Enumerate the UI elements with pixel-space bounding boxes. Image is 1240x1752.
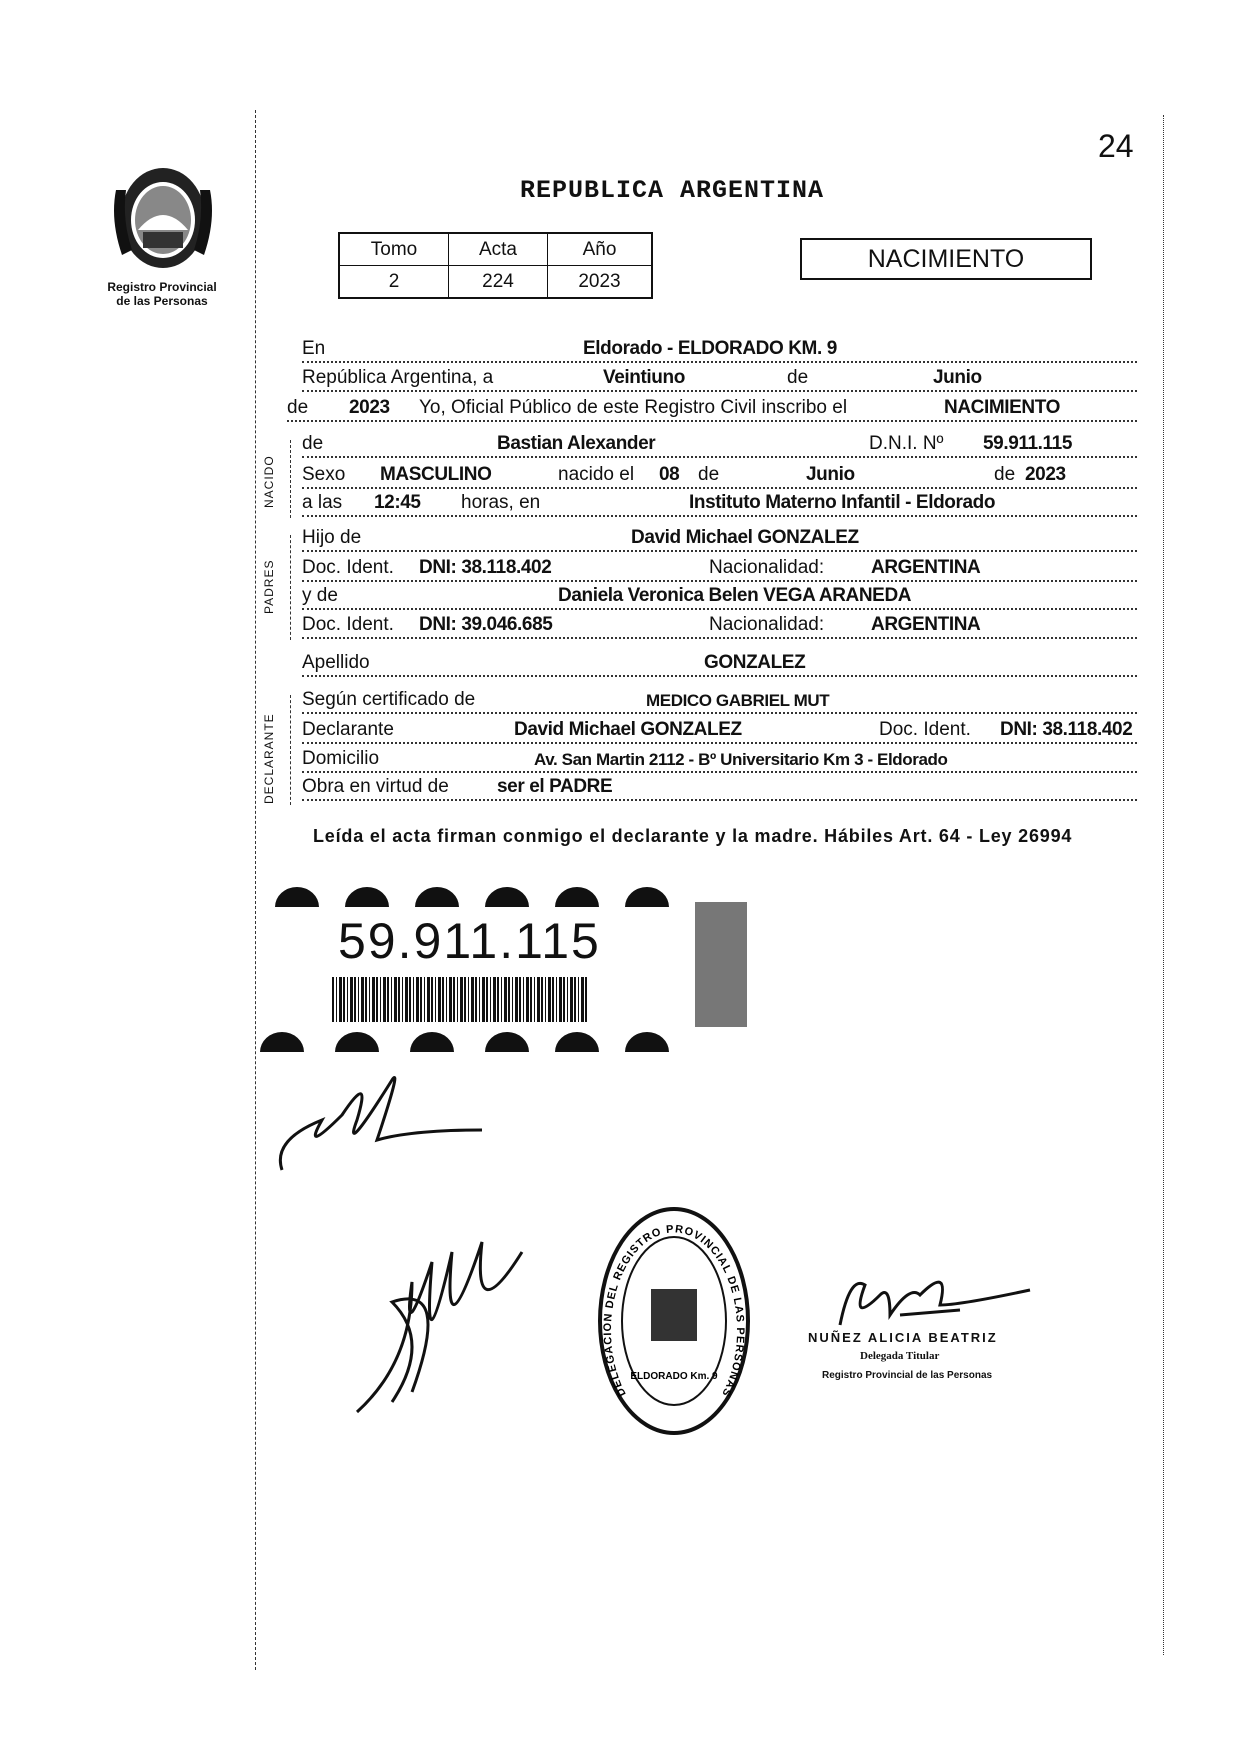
official-signature bbox=[830, 1265, 1050, 1335]
value-acta: 224 bbox=[449, 266, 548, 299]
seal-outer-text: DELEGACION DEL REGISTRO PROVINCIAL DE LAS PERSONAS bbox=[601, 1223, 747, 1399]
section-divider-parents bbox=[290, 535, 291, 640]
label-hours: horas, en bbox=[461, 492, 541, 513]
form-row-child bbox=[302, 432, 1137, 458]
label-en: En bbox=[302, 338, 326, 359]
sticker-number: 59.911.115 bbox=[338, 913, 601, 969]
record-type-box: NACIMIENTO bbox=[800, 238, 1092, 280]
label-declarant: Declarante bbox=[302, 719, 394, 740]
year-value: 2023 bbox=[349, 397, 390, 418]
capacity-value: ser el PADRE bbox=[497, 776, 613, 797]
record-reference-table bbox=[338, 232, 653, 299]
child-name: Bastian Alexander bbox=[497, 433, 656, 454]
month-value: Junio bbox=[933, 367, 982, 388]
form-row-certificate bbox=[302, 688, 1137, 714]
section-divider-declarant bbox=[290, 695, 291, 805]
label-doc: Doc. Ident. bbox=[879, 719, 971, 740]
form-row-birth bbox=[302, 463, 1137, 489]
mother-signature bbox=[352, 1222, 532, 1422]
form-row-address bbox=[302, 747, 1137, 773]
form-row-statement bbox=[287, 396, 1137, 422]
form-row-surname bbox=[302, 651, 1137, 677]
section-divider-born bbox=[290, 440, 291, 518]
header-acta: Acta bbox=[449, 233, 548, 266]
address-value: Av. San Martin 2112 - Bº Universitario Km 3 - Eldorado bbox=[534, 750, 948, 769]
provincial-coat-of-arms-logo bbox=[108, 160, 218, 278]
declarant-doc: DNI: 38.118.402 bbox=[1000, 719, 1133, 740]
label-father: Hijo de bbox=[302, 527, 362, 548]
father-nationality: ARGENTINA bbox=[871, 557, 981, 578]
logo-caption bbox=[92, 280, 232, 308]
mother-name: Daniela Veronica Belen VEGA ARANEDA bbox=[558, 585, 912, 606]
child-dni: 59.911.115 bbox=[983, 433, 1072, 454]
form-row-mother bbox=[302, 584, 1137, 610]
label-de: de bbox=[994, 464, 1016, 485]
label-certificate: Según certificado de bbox=[302, 689, 476, 710]
value-ano: 2023 bbox=[548, 266, 653, 299]
label-doc: Doc. Ident. bbox=[302, 557, 394, 578]
seal-inner-text: ELDORADO Km. 9 bbox=[630, 1371, 718, 1382]
act-value: NACIMIENTO bbox=[944, 397, 1060, 418]
label-sex: Sexo bbox=[302, 464, 346, 485]
label-dni: D.N.I. Nº bbox=[869, 433, 944, 454]
father-doc: DNI: 38.118.402 bbox=[419, 557, 552, 578]
birth-year: 2023 bbox=[1025, 464, 1066, 485]
label-capacity: Obra en virtud de bbox=[302, 776, 449, 797]
right-margin-line bbox=[1163, 115, 1164, 1655]
form-row-capacity bbox=[302, 775, 1137, 801]
form-row-place bbox=[302, 337, 1137, 363]
section-label-declarant: DECLARANTE bbox=[262, 713, 276, 804]
sex-value: MASCULINO bbox=[380, 464, 492, 485]
father-name: David Michael GONZALEZ bbox=[631, 527, 859, 548]
form-row-mother-doc bbox=[302, 613, 1137, 639]
day-value: Veintiuno bbox=[603, 367, 685, 388]
label-address: Domicilio bbox=[302, 748, 380, 769]
birth-day: 08 bbox=[659, 464, 680, 485]
form-row-father bbox=[302, 526, 1137, 552]
official-organization: Registro Provincial de las Personas bbox=[822, 1370, 993, 1381]
statement-text: Yo, Oficial Público de este Registro Civil inscribo el bbox=[419, 397, 848, 418]
place-value: Eldorado - ELDORADO KM. 9 bbox=[583, 338, 837, 359]
form-row-time bbox=[302, 491, 1137, 517]
header-tomo: Tomo bbox=[339, 233, 449, 266]
label-doc: Doc. Ident. bbox=[302, 614, 394, 635]
label-mother: y de bbox=[302, 585, 338, 606]
label-born: nacido el bbox=[558, 464, 635, 485]
section-label-born: NACIDO bbox=[262, 455, 276, 508]
declarant-signature bbox=[262, 1060, 492, 1180]
page-number: 24 bbox=[1098, 128, 1134, 164]
label-nationality: Nacionalidad: bbox=[709, 557, 825, 578]
surname-value: GONZALEZ bbox=[704, 652, 806, 673]
birth-month: Junio bbox=[806, 464, 855, 485]
label-de: de bbox=[302, 433, 324, 454]
mother-doc: DNI: 39.046.685 bbox=[419, 614, 553, 635]
mother-nationality: ARGENTINA bbox=[871, 614, 981, 635]
header-ano: Año bbox=[548, 233, 653, 266]
label-republic: República Argentina, a bbox=[302, 367, 494, 388]
form-row-date bbox=[302, 366, 1137, 392]
document-title: REPUBLICA ARGENTINA bbox=[520, 176, 825, 205]
label-surname: Apellido bbox=[302, 652, 370, 673]
form-row-declarant bbox=[302, 718, 1137, 744]
label-de: de bbox=[698, 464, 720, 485]
official-name: NUÑEZ ALICIA BEATRIZ bbox=[808, 1330, 998, 1345]
closing-statement: Leída el acta firman conmigo el declarante y la madre. Hábiles Art. 64 - Ley 26994 bbox=[313, 826, 1073, 846]
section-label-parents: PADRES bbox=[262, 559, 276, 614]
label-de: de bbox=[287, 397, 309, 418]
barcode bbox=[332, 977, 587, 1022]
form-row-father-doc bbox=[302, 556, 1137, 582]
label-time: a las bbox=[302, 492, 343, 513]
birth-time: 12:45 bbox=[374, 492, 421, 513]
certificate-value: MEDICO GABRIEL MUT bbox=[646, 691, 830, 710]
logo-caption-line1: Registro Provincial bbox=[107, 280, 217, 294]
declarant-name: David Michael GONZALEZ bbox=[514, 719, 742, 740]
value-tomo: 2 bbox=[339, 266, 449, 299]
birth-place: Instituto Materno Infantil - Eldorado bbox=[689, 492, 996, 513]
label-nationality: Nacionalidad: bbox=[709, 614, 825, 635]
official-seal bbox=[596, 1204, 752, 1438]
label-de: de bbox=[787, 367, 809, 388]
logo-caption-line2: de las Personas bbox=[116, 294, 208, 308]
official-title: Delegada Titular bbox=[860, 1350, 940, 1362]
